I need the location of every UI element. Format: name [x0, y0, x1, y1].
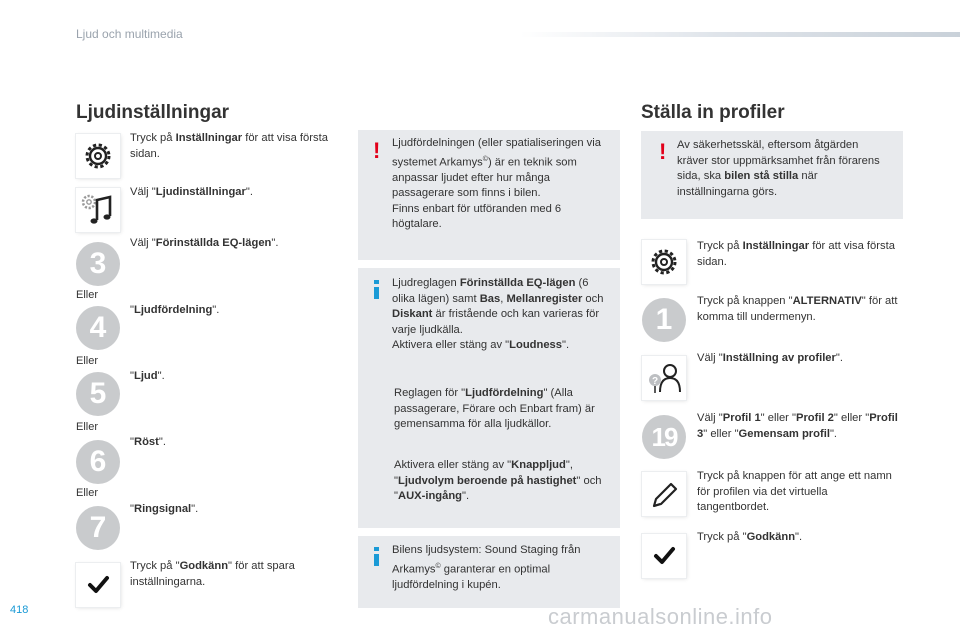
- right-step-1-text: Tryck på Inställningar för att visa första sidan.: [697, 240, 895, 268]
- left-step-3-text: Välj "Förinställda EQ-lägen".: [130, 237, 279, 249]
- audio-settings-button-icon: [76, 188, 120, 232]
- left-step-7-text: "Ringsignal".: [130, 503, 199, 515]
- watermark: carmanualsonline.info: [548, 604, 773, 629]
- warning-text: Ljudfördelningen (eller spatialiseringen via systemet Arkamys©) är en teknik som anpassar ljudet efter hur många passagerare som finns i bilen. Finns enbart för utföranden med 6 högtalare.: [392, 137, 601, 231]
- step-badge-4: 4: [76, 306, 120, 350]
- warning-panel: [358, 130, 620, 260]
- left-step-4-text: "Ljudfördelning".: [130, 304, 220, 316]
- or-label: Eller: [76, 289, 99, 301]
- checkmark-icon: [76, 563, 120, 607]
- exclamation-icon: !: [373, 138, 381, 163]
- info-arkamys-text: Bilens ljudsystem: Sound Staging från Arkamys© garanterar en optimal ljudfördelning i kupén.: [392, 544, 581, 591]
- step-badge-5: 5: [76, 372, 120, 416]
- gear-icon: [76, 134, 120, 178]
- step-badge-6: 6: [76, 440, 120, 484]
- info-panel-eq: [358, 268, 620, 528]
- svg-text:?: ?: [651, 376, 659, 387]
- edit-name-button-icon: [642, 472, 686, 516]
- confirm-button-icon: [642, 534, 686, 578]
- safety-warning-text: Av säkerhetsskäl, eftersom åtgärden kräver stor uppmärksamhet från förarens sida, ska bilen stå stilla när inställningarna görs.: [677, 139, 880, 198]
- right-step-5-text: Tryck på knappen för att ange ett namn för profilen via det virtuella tangentbordet.: [697, 470, 892, 513]
- or-label: Eller: [76, 487, 99, 499]
- section-header: Ljud och multimedia: [76, 27, 183, 41]
- step-badge-7: 7: [76, 506, 120, 550]
- left-step-5-text: "Ljud".: [130, 370, 165, 382]
- header-rule: [520, 32, 960, 37]
- left-step-1-text: Tryck på Inställningar för att visa första sidan.: [130, 132, 328, 160]
- confirm-button-icon: [76, 563, 120, 607]
- music-settings-icon: [76, 188, 120, 232]
- profile-button-icon: [642, 356, 686, 400]
- right-step-3-text: Välj "Inställning av profiler".: [697, 352, 843, 364]
- info-toggles-text: Aktivera eller stäng av "Knappljud", "Ljudvolym beroende på hastighet" och "AUX-ingång".: [394, 459, 602, 502]
- left-step-2-text: Välj "Ljudinställningar".: [130, 186, 253, 198]
- gear-icon: [642, 240, 686, 284]
- or-label: Eller: [76, 421, 99, 433]
- safety-warning-panel: [641, 131, 903, 219]
- settings-button-icon: [76, 134, 120, 178]
- info-eq-text: Ljudreglagen Förinställda EQ-lägen (6 olika lägen) samt Bas, Mellanregister och Diskant är fristående och kan varieras för varje ljudkälla. Aktivera eller stäng av "Loudness".: [392, 277, 604, 351]
- info-distribution-text: Reglagen för "Ljudfördelning" (Alla passagerare, Förare och Enbart fram) är gemensamma för alla ljudkällor.: [394, 387, 595, 430]
- info-panel-arkamys: [358, 536, 620, 608]
- settings-button-icon: [642, 240, 686, 284]
- left-step-6-text: "Röst".: [130, 436, 166, 448]
- step-badge-19: 19: [642, 415, 686, 459]
- exclamation-icon: !: [659, 139, 667, 164]
- step-badge-3: 3: [76, 242, 120, 286]
- right-step-2-text: Tryck på knappen "ALTERNATIV" för att komma till undermenyn.: [697, 295, 898, 323]
- or-label: Eller: [76, 355, 99, 367]
- checkmark-icon: [642, 534, 686, 578]
- page-number: 418: [10, 604, 29, 616]
- right-section-title: Ställa in profiler: [641, 102, 785, 123]
- profile-icon: [642, 356, 686, 400]
- right-step-4-text: Välj "Profil 1" eller "Profil 2" eller "Profil 3" eller "Gemensam profil".: [697, 412, 898, 440]
- left-step-8-text: Tryck på "Godkänn" för att spara inställningarna.: [130, 560, 295, 588]
- step-badge-1: 1: [642, 298, 686, 342]
- right-step-6-text: Tryck på "Godkänn".: [697, 531, 803, 543]
- left-section-title: Ljudinställningar: [76, 102, 230, 123]
- pencil-icon: [642, 472, 686, 516]
